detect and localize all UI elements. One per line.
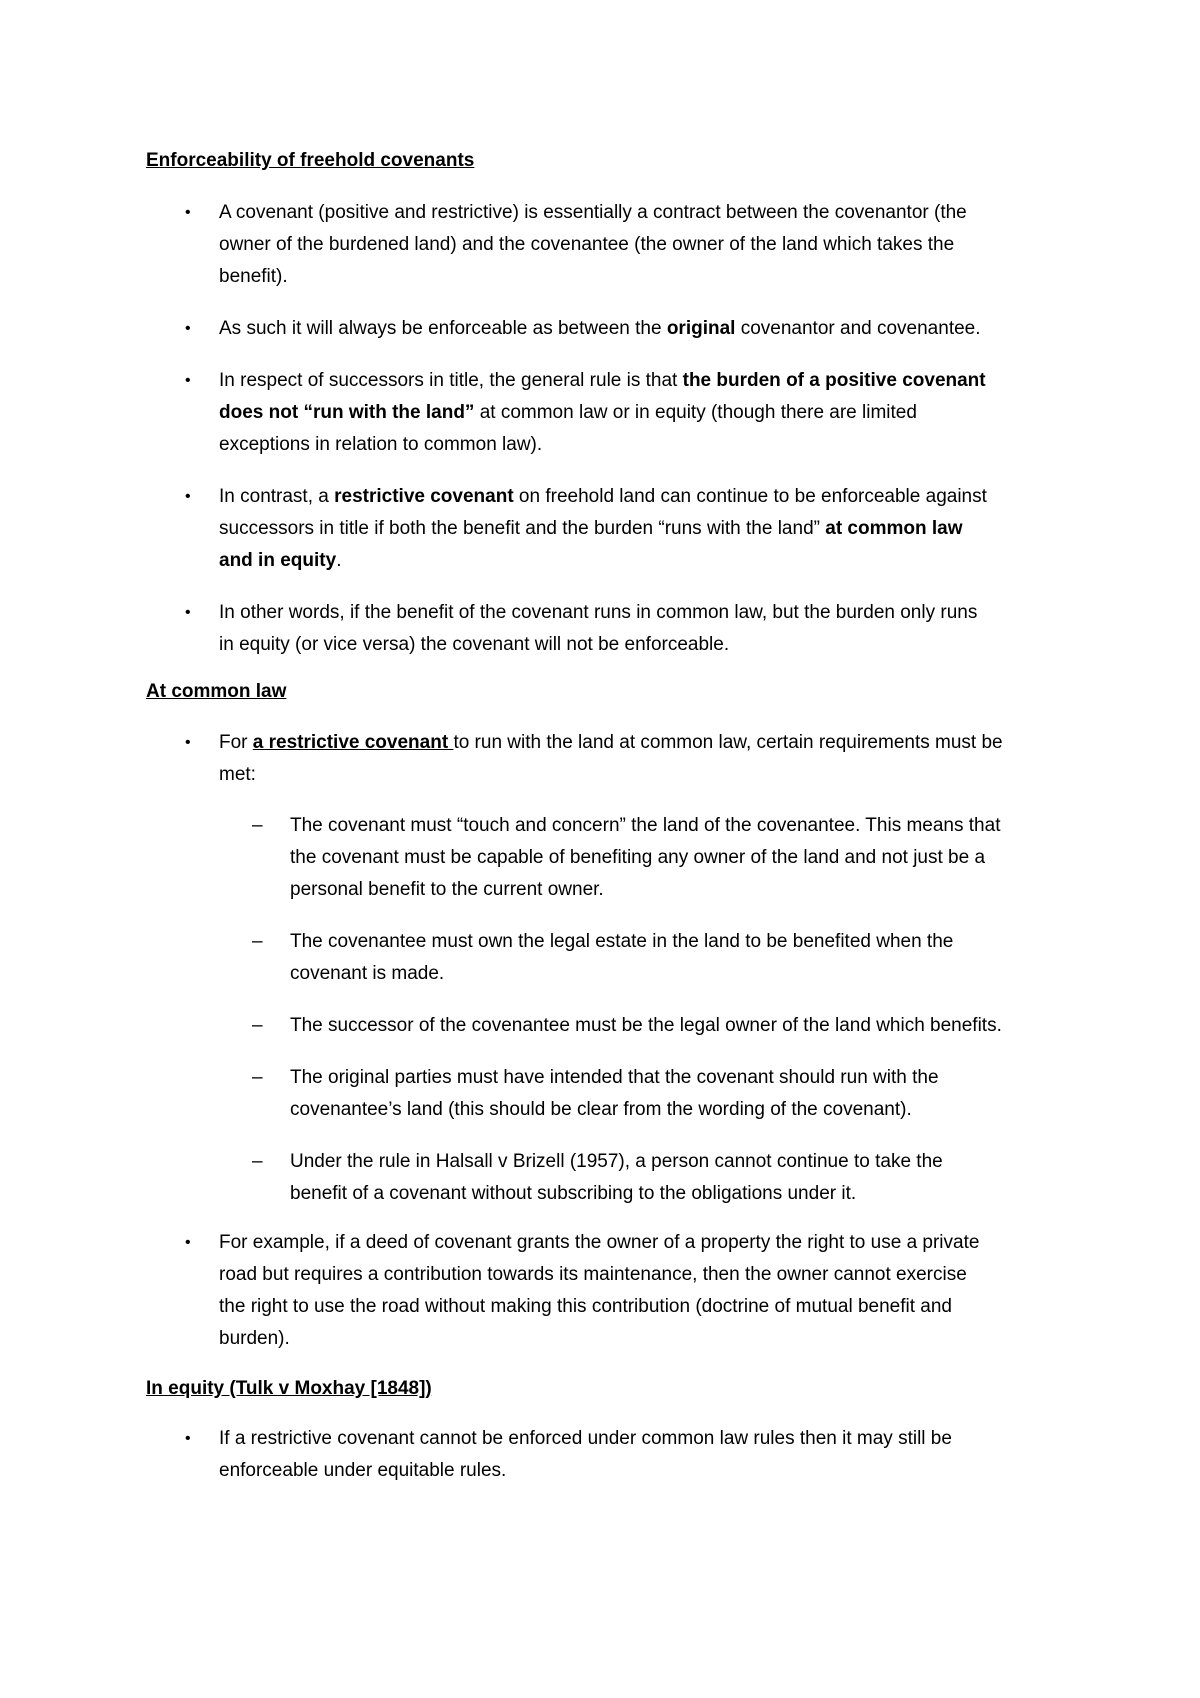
bold-text: the burden of a positive covenant	[682, 370, 986, 391]
text-line: road but requires a contribution towards its maintenance, then the owner cannot exercise	[219, 1264, 967, 1285]
list-item-text	[219, 1423, 952, 1487]
text-line: If a restrictive covenant cannot be enforced under common law rules then it may still be	[219, 1428, 952, 1449]
dash-marker: –	[252, 1015, 263, 1036]
text-line	[219, 513, 987, 545]
text-line: covenant is made.	[290, 963, 445, 984]
list-item-text	[290, 810, 1000, 906]
text-run: In contrast, a	[219, 486, 335, 507]
list-item-text	[219, 597, 977, 661]
bold-text: and in equity	[219, 550, 337, 571]
list-item-text	[219, 313, 981, 345]
bullet-marker: •	[185, 488, 191, 505]
text-line: For example, if a deed of covenant grants the owner of a property the right to use a private	[219, 1232, 980, 1253]
text-run: In respect of successors in title, the general rule is that	[219, 370, 683, 391]
text-line: in equity (or vice versa) the covenant will not be enforceable.	[219, 634, 730, 655]
text-line	[219, 313, 981, 345]
text-run: .	[336, 550, 342, 571]
dash-marker: –	[252, 815, 263, 836]
text-line: The covenant must “touch and concern” the land of the covenantee. This means that	[290, 815, 1001, 836]
list-item-text	[219, 365, 986, 461]
text-run: at common law or in equity (though there are limited	[474, 402, 917, 423]
text-line: benefit).	[219, 266, 288, 287]
bold-text: restrictive covenant	[334, 486, 514, 507]
list-item-text	[219, 1227, 979, 1355]
bullet-marker: •	[185, 604, 191, 621]
text-run: successors in title if both the benefit and the burden “runs with the land”	[219, 518, 826, 539]
text-line	[219, 727, 1003, 759]
text-line: the covenant must be capable of benefiting any owner of the land and not just be a	[290, 847, 986, 868]
text-line: owner of the burdened land) and the covenantee (the owner of the land which takes the	[219, 234, 955, 255]
list-item-text	[290, 1010, 1002, 1042]
bullet-marker: •	[185, 320, 191, 337]
section-heading-equity: In equity (Tulk v Moxhay [1848])	[146, 1378, 432, 1399]
text-line: met:	[219, 764, 256, 785]
bold-underlined-text: a restrictive covenant	[252, 732, 454, 753]
text-line: personal benefit to the current owner.	[290, 879, 604, 900]
bullet-marker: •	[185, 734, 191, 751]
text-line: Under the rule in Halsall v Brizell (1957), a person cannot continue to take the	[290, 1151, 943, 1172]
text-line: the right to use the road without making this contribution (doctrine of mutual benefit and	[219, 1296, 952, 1317]
bold-text: does not “run with the land”	[219, 402, 475, 423]
text-line	[219, 365, 986, 397]
section-heading-enforceability: Enforceability of freehold covenants	[146, 150, 475, 171]
text-line: The covenantee must own the legal estate in the land to be benefited when the	[290, 931, 954, 952]
list-item-text	[219, 481, 987, 577]
bullet-marker: •	[185, 372, 191, 389]
text-line: burden).	[219, 1328, 290, 1349]
text-run: covenantor and covenantee.	[735, 318, 981, 339]
text-line: The successor of the covenantee must be the legal owner of the land which benefits.	[290, 1015, 1002, 1036]
dash-marker: –	[252, 1067, 263, 1088]
text-line: enforceable under equitable rules.	[219, 1460, 507, 1481]
bold-text: at common law	[825, 518, 963, 539]
text-line: benefit of a covenant without subscribing to the obligations under it.	[290, 1183, 857, 1204]
text-run: to run with the land at common law, certain requirements must be	[453, 732, 1003, 753]
text-line: In other words, if the benefit of the covenant runs in common law, but the burden only runs	[219, 602, 978, 623]
text-line: A covenant (positive and restrictive) is essentially a contract between the covenantor (the	[219, 202, 967, 223]
list-item-text	[219, 197, 967, 293]
dash-marker: –	[252, 1151, 263, 1172]
text-run: For	[219, 732, 253, 753]
text-run: on freehold land can continue to be enforceable against	[513, 486, 987, 507]
bullet-marker: •	[185, 1430, 191, 1447]
bold-text: original	[666, 318, 736, 339]
text-line	[219, 481, 987, 513]
text-run: As such it will always be enforceable as between the	[219, 318, 667, 339]
text-line	[219, 397, 986, 429]
text-line: The original parties must have intended that the covenant should run with the	[290, 1067, 939, 1088]
bullet-marker: •	[185, 1234, 191, 1251]
list-item-text	[219, 727, 1003, 791]
bullet-marker: •	[185, 204, 191, 221]
text-line: covenantee’s land (this should be clear from the wording of the covenant).	[290, 1099, 912, 1120]
list-item-text	[290, 1146, 943, 1210]
text-line	[219, 545, 987, 577]
section-heading-common-law: At common law	[146, 681, 287, 702]
dash-marker: –	[252, 931, 263, 952]
list-item-text	[290, 926, 953, 990]
list-item-text	[290, 1062, 939, 1126]
text-line: exceptions in relation to common law).	[219, 434, 543, 455]
